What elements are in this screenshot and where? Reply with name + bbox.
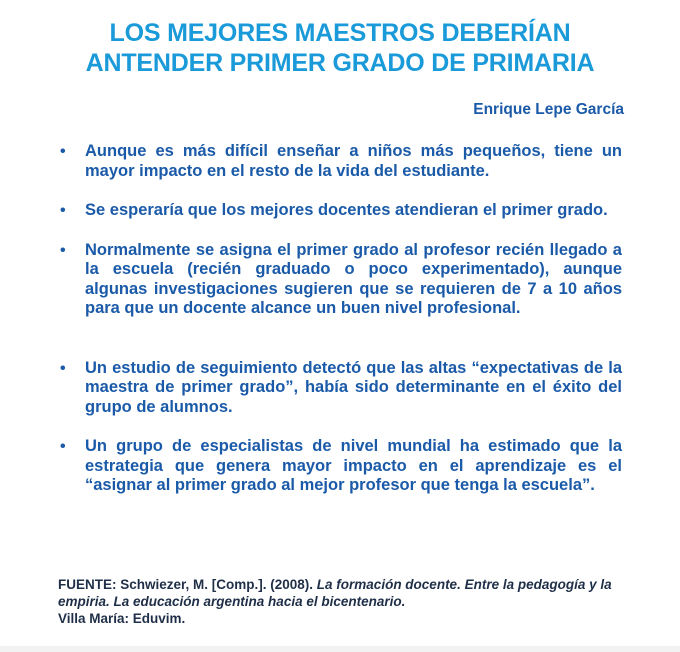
bullet-list (60, 142, 622, 496)
list-item (60, 359, 622, 418)
list-item-text: Un estudio de seguimiento detectó que las altas “expectativas de la maestra de primer grado”, había sido determinante en el éxito del grupo de alumnos. (85, 358, 622, 416)
list-item (60, 437, 622, 496)
list-item (60, 201, 622, 221)
list-item (60, 241, 622, 319)
list-item-text: Aunque es más difícil enseñar a niños más pequeños, tiene un mayor impacto en el resto de la vida del estudiante. (85, 142, 622, 180)
source-suffix: Villa María: Eduvim. (58, 611, 186, 626)
page-title (0, 18, 680, 78)
list-item (60, 142, 622, 181)
bottom-divider (0, 646, 680, 652)
bullet-icon: • (60, 202, 66, 219)
list-item-text: Se esperaría que los mejores docentes atendieran el primer grado. (85, 201, 608, 219)
bullet-icon: • (60, 143, 66, 160)
author-name: Enrique Lepe García (473, 101, 624, 118)
bullet-icon: • (60, 241, 66, 259)
list-item-text: Un grupo de especialistas de nivel mundial ha estimado que la estrategia que genera mayor impacto en el aprendizaje es el “asignar al primer grado al mejor profesor que tenga la escuela”. (85, 437, 622, 494)
source-citation (58, 576, 628, 627)
title-line-2: ANTENDER PRIMER GRADO DE PRIMARIA (85, 49, 595, 77)
list-item-text: Normalmente se asigna el primer grado al profesor recién llegado a la escuela (recién graduado o poco experimentado), aunque algunas investigaciones sugieren que se requieren de 7 a 10 años para que un docente alcance un buen nivel profesional. (85, 240, 622, 317)
bullet-icon: • (60, 359, 66, 377)
bullet-icon: • (60, 438, 66, 455)
source-book-title: La formación docente. Entre la pedagogía y la empiria. La educación argentina hacia el bicentenario. (58, 577, 612, 609)
source-prefix: FUENTE: Schwiezer, M. [Comp.]. (2008). (58, 577, 317, 592)
title-line-1: LOS MEJORES MAESTROS DEBERÍAN (109, 19, 571, 47)
